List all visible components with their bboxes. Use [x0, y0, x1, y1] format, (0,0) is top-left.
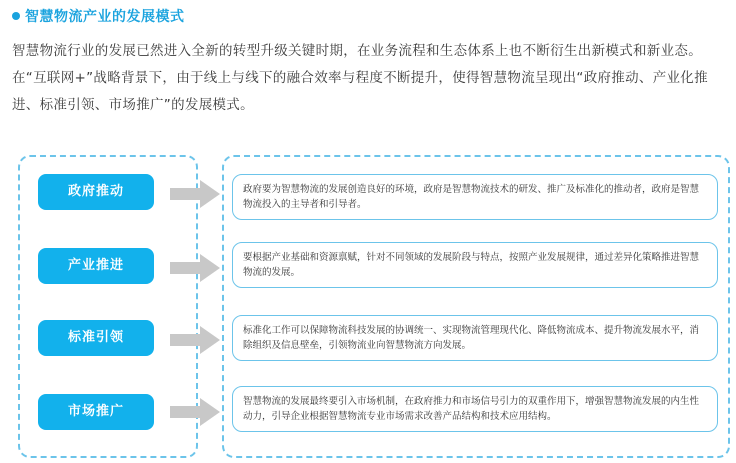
mode-label-market: 市场推广 — [38, 394, 154, 430]
right-arrow-icon — [170, 398, 220, 426]
right-arrow-icon — [170, 180, 220, 208]
section-heading-text: 智慧物流产业的发展模式 — [25, 9, 185, 25]
mode-desc-standard: 标准化工作可以保障物流科技发展的协调统一、实现物流管理现代化、降低物流成本、提升物流发展水平，消除组织及信息壁垒，引领物流业向智慧物流方向发展。 — [232, 315, 718, 361]
right-arrow-icon — [170, 254, 220, 282]
bullet-dot-icon — [12, 12, 20, 20]
right-arrow-icon — [170, 326, 220, 354]
intro-paragraph: 智慧物流行业的发展已然进入全新的转型升级关键时期，在业务流程和生态体系上也不断衍生出新模式和新业态。在“互联网+”战略背景下，由于线上与线下的融合效率与程度不断提升，使得智慧物流呈现出“政府推动、产业化推进、标准引领、市场推广”的发展模式。 — [12, 43, 708, 113]
section-heading — [12, 6, 185, 26]
mode-label-industry: 产业推进 — [38, 248, 154, 284]
mode-desc-government: 政府要为智慧物流的发展创造良好的环境，政府是智慧物流技术的研发、推广及标准化的推动者，政府是智慧物流投入的主导者和引导者。 — [232, 174, 718, 220]
mode-desc-market: 智慧物流的发展最终要引入市场机制，在政府推力和市场信号引力的双重作用下，增强智慧物流发展的内生性动力，引导企业根据智慧物流专业市场需求改善产品结构和技术应用结构。 — [232, 386, 718, 432]
mode-label-standard: 标准引领 — [38, 320, 154, 356]
mode-desc-industry: 要根据产业基础和资源禀赋，针对不同领域的发展阶段与特点，按照产业发展规律，通过差异化策略推进智慧物流的发展。 — [232, 242, 718, 288]
mode-label-government: 政府推动 — [38, 174, 154, 210]
